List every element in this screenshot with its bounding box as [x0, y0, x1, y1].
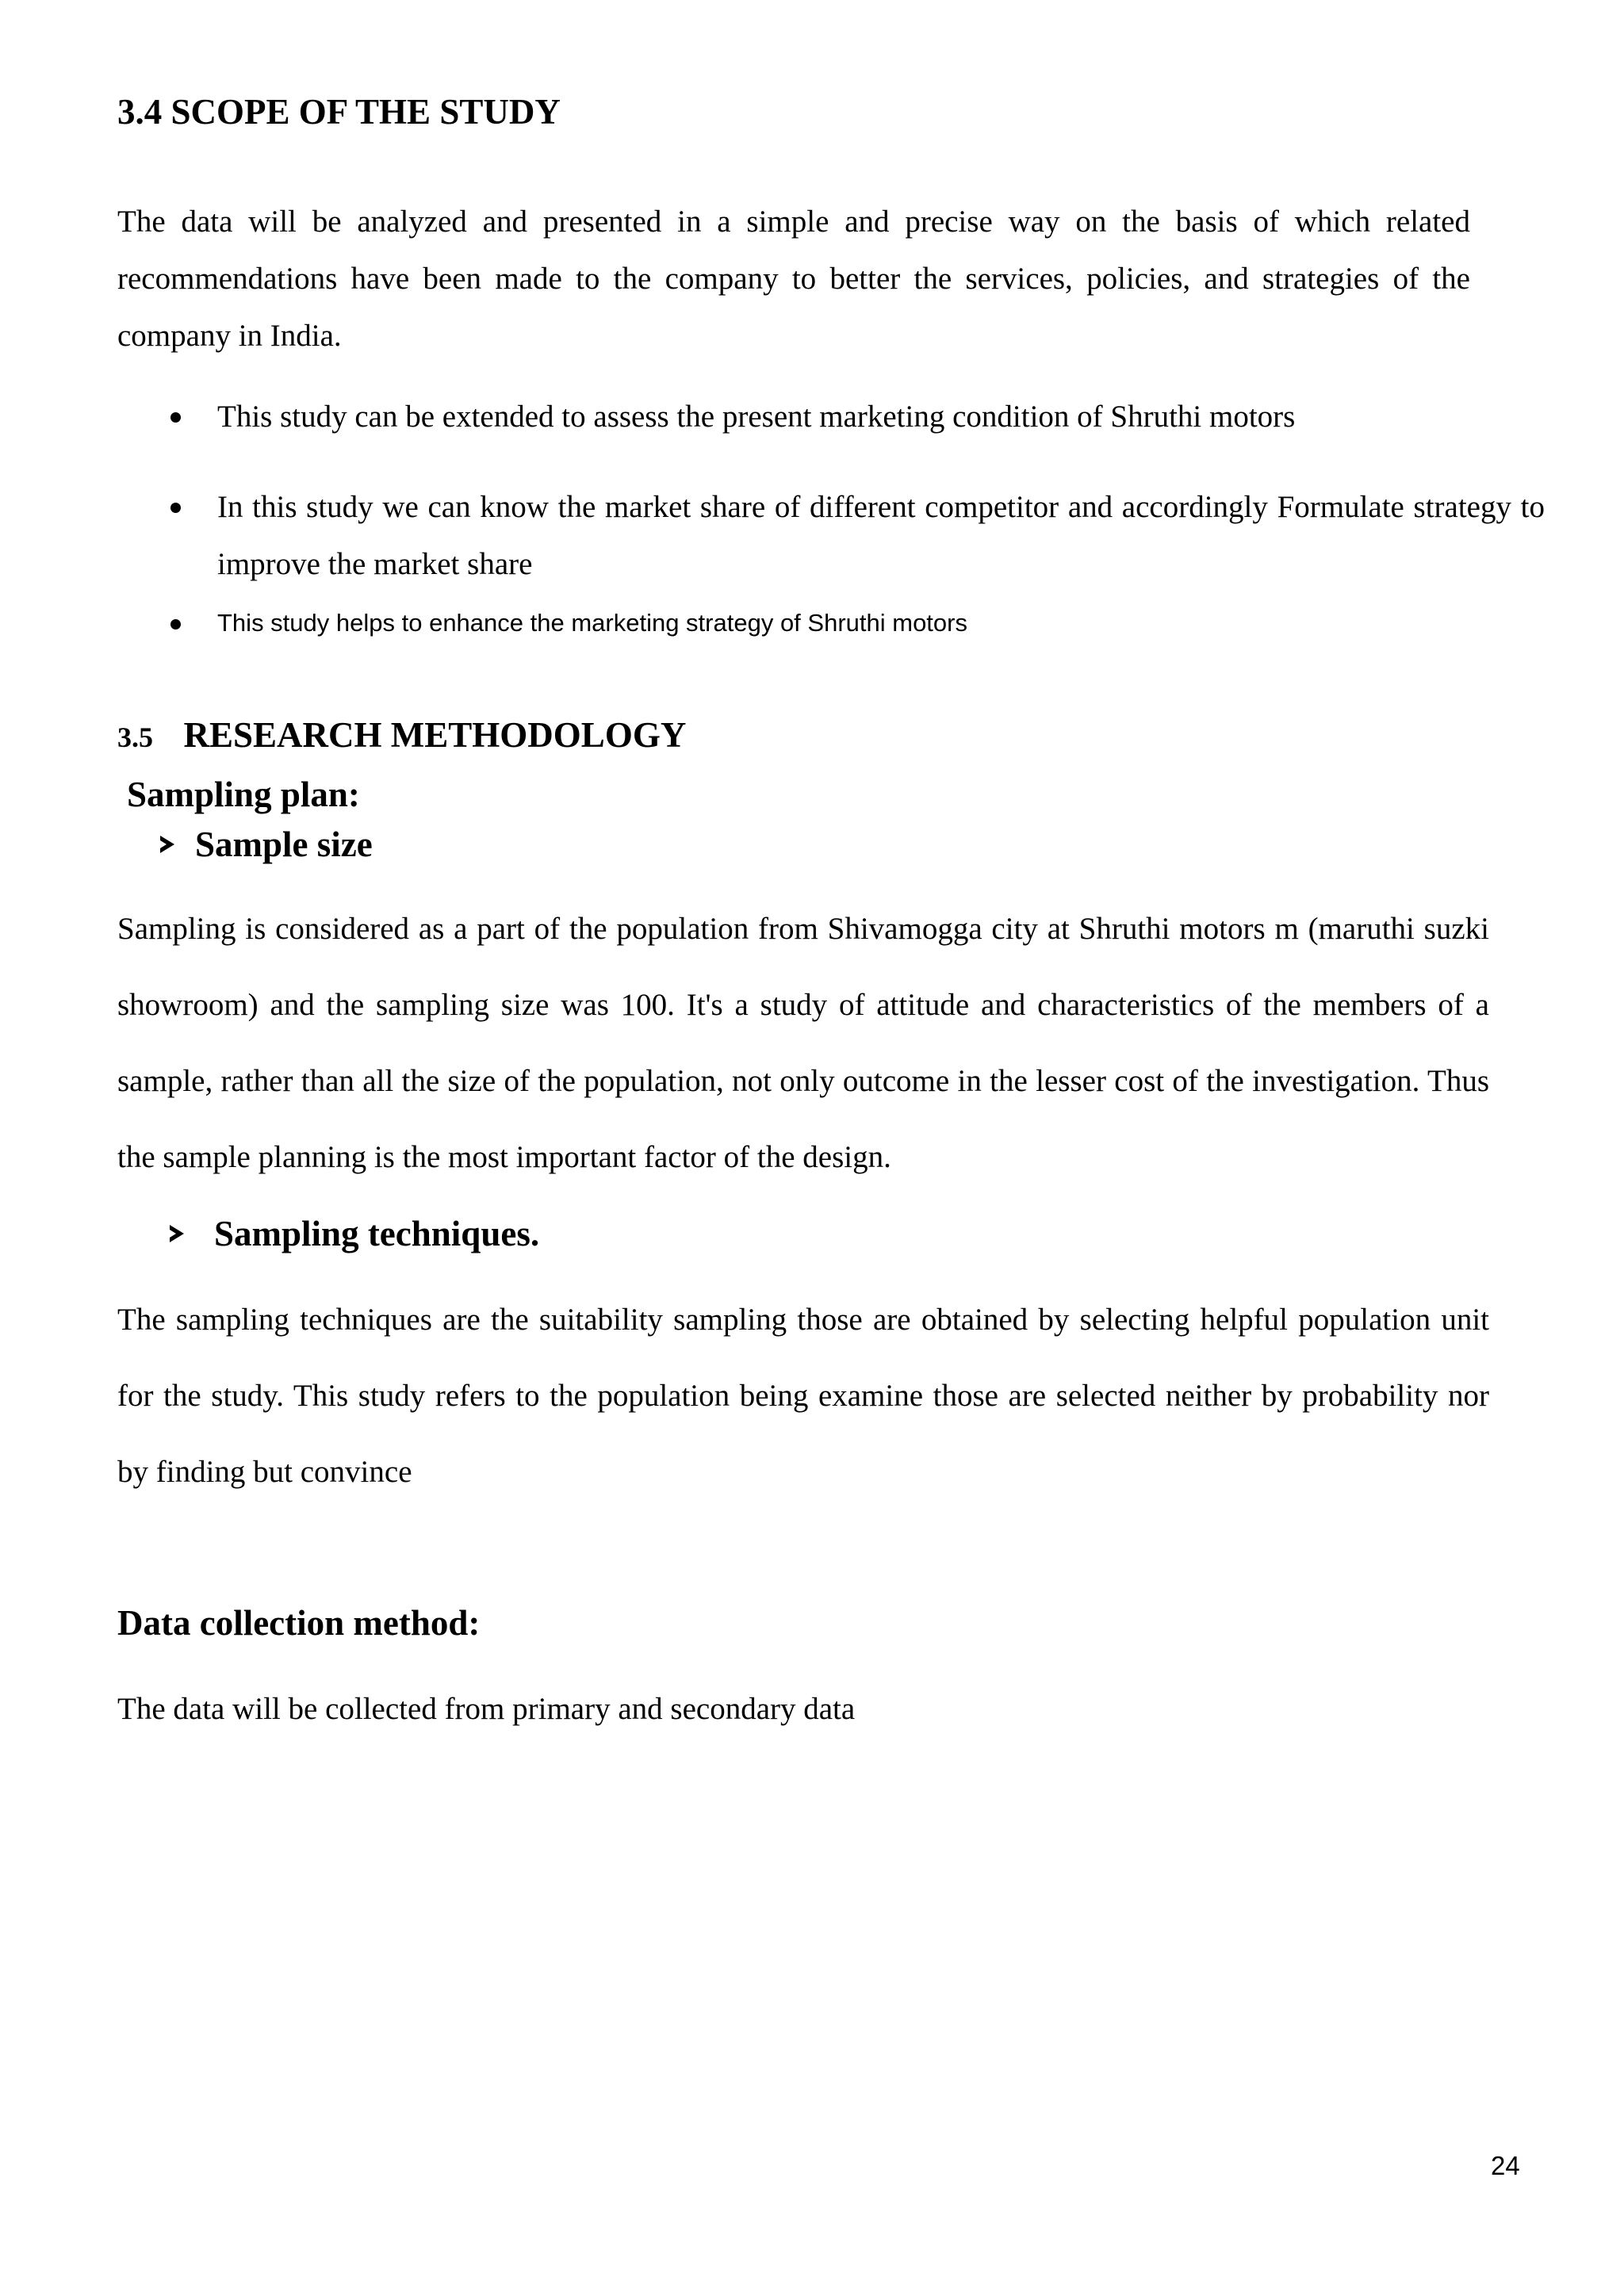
sampling-techniques-heading: Sampling techniques.	[214, 1214, 540, 1253]
scope-bullet-1-text: This study can be extended to assess the present marketing condition of Shruthi motors	[217, 400, 1296, 434]
bullet-icon	[170, 619, 181, 629]
scope-intro-paragraph: The data will be analyzed and presented in a simple and precise way on the basis of which related recommendations have been made to the company to better the services, policies, and strategies of the company in India.	[117, 205, 1470, 353]
methodology-heading	[117, 714, 686, 759]
scope-heading: 3.4 SCOPE OF THE STUDY	[117, 92, 561, 132]
data-collection-heading: Data collection method:	[117, 1603, 481, 1643]
sampling-plan-heading: Sampling plan:	[127, 775, 360, 814]
scope-bullet-3-text: This study helps to enhance the marketing strategy of Shruthi motors	[217, 609, 967, 637]
sampling-techniques-paragraph: The sampling techniques are the suitability sampling those are obtained by selecting helpful population unit for the study. This study refers to the population being examine those are selected neither by probability nor by finding but convince	[117, 1303, 1489, 1489]
data-collection-paragraph: The data will be collected from primary and secondary data	[117, 1692, 856, 1726]
arrow-bullet-icon	[160, 836, 174, 853]
sample-size-paragraph: Sampling is considered as a part of the population from Shivamogga city at Shruthi motors m (maruthi suzki showroom) and the sampling size was 100. It's a study of attitude and characteristics of the members of a sample, rather than all the size of the population, not only outcome in the lesser cost of the investigation. Thus the sample planning is the most important factor of the design.	[117, 912, 1489, 1174]
bullet-icon	[170, 412, 181, 423]
sample-size-heading: Sample size	[195, 825, 373, 864]
page-number: 24	[1491, 2151, 1520, 2180]
scope-bullet-2-text: In this study we can know the market share of different competitor and accordingly Formulate strategy to improve the market share	[217, 490, 1545, 581]
methodology-title: RESEARCH METHODOLOGY	[183, 715, 687, 755]
arrow-bullet-icon	[170, 1225, 184, 1242]
methodology-number: 3.5	[117, 721, 153, 753]
bullet-icon	[170, 503, 181, 513]
